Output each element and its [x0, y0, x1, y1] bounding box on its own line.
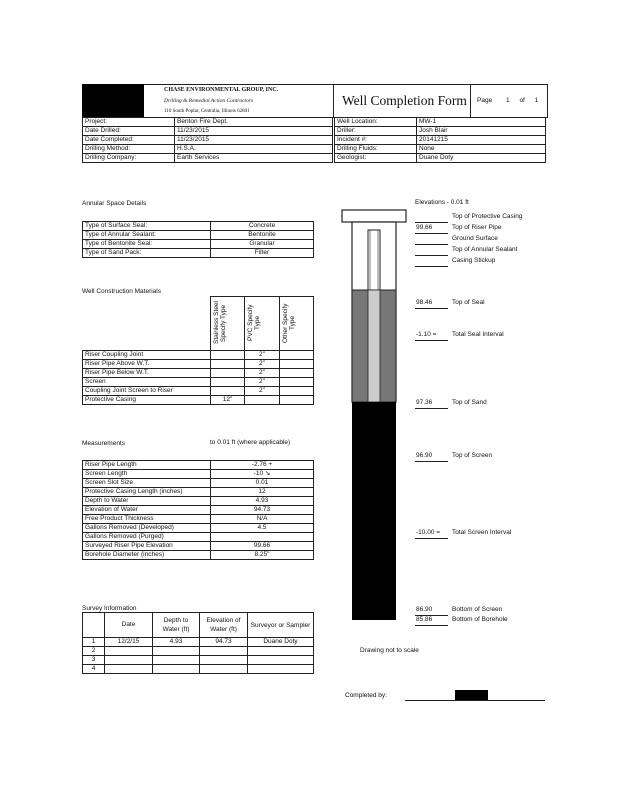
survey-sampler [248, 647, 314, 656]
measurement-label: Gallons Removed (Developed) [83, 524, 211, 533]
info-label: Drilling Method: [83, 145, 175, 154]
survey-elev [200, 665, 248, 674]
elevation-label: Total Screen Interval [452, 529, 512, 536]
survey-row [83, 638, 314, 647]
survey-num: 4 [83, 665, 105, 674]
protective-casing-cap [342, 210, 406, 222]
construction-label: Riser Coupling Joint [83, 351, 211, 360]
annular-label: Type of Sand Pack: [83, 249, 211, 258]
info-row [83, 118, 333, 127]
survey-header-sampler: Surveyor or Sampler [248, 613, 314, 638]
measurement-row [83, 470, 314, 479]
annular-value: Filter [211, 249, 314, 258]
drawing-note: Drawing not to scale [360, 647, 419, 654]
page-number: 1 [506, 97, 510, 104]
info-label: Driller: [335, 127, 417, 136]
survey-sampler: Duane Doty [248, 638, 314, 647]
well-diagram [330, 190, 420, 630]
elevation-value: 97.36 [416, 399, 433, 406]
elevation-underline [415, 625, 448, 626]
page-of-label: of [519, 97, 525, 104]
construction-pvc: 2" [245, 387, 280, 396]
survey-depth [153, 656, 200, 665]
construction-other [280, 351, 314, 360]
construction-ss [211, 369, 245, 378]
measurement-row [83, 524, 314, 533]
construction-other [280, 369, 314, 378]
elevation-label: Top of Protective Casing [452, 213, 523, 220]
info-value: 20141215 [417, 136, 546, 145]
info-value: Duane Doty [417, 154, 546, 163]
measurements-note: to 0.01 ft (where applicable) [210, 439, 291, 446]
elevation-value: 86.90 [416, 606, 433, 613]
measurement-value: 94.73 [211, 506, 314, 515]
elevation-label: Ground Surface [452, 235, 498, 242]
construction-title: Well Construction Materials [82, 288, 161, 295]
page-label: Page [477, 97, 493, 104]
col-header-pvc: PVC Specify Type [247, 304, 261, 342]
info-label: Date Completed: [83, 136, 175, 145]
construction-pvc [245, 396, 280, 405]
measurement-value: 4.93 [211, 497, 314, 506]
survey-header-date: Date [105, 613, 153, 638]
elevation-underline [415, 255, 448, 256]
survey-num: 3 [83, 656, 105, 665]
construction-label: Protective Casing [83, 396, 211, 405]
measurement-value: N/A [211, 515, 314, 524]
elevation-underline [415, 408, 448, 409]
header-divider-2 [470, 84, 471, 117]
construction-pvc: 2" [245, 378, 280, 387]
elevation-value: 98.46 [416, 299, 433, 306]
page-indicator [477, 97, 538, 104]
construction-pvc: 2" [245, 369, 280, 378]
annular-row [83, 249, 314, 258]
construction-other [280, 378, 314, 387]
annular-value: Bentonite [211, 231, 314, 240]
survey-depth: 4.93 [153, 638, 200, 647]
signature-redaction [455, 690, 488, 700]
elevation-value: -10.00 = [416, 529, 441, 536]
survey-depth [153, 665, 200, 674]
elevation-underline [415, 308, 448, 309]
well-info-table [334, 117, 546, 163]
form-title: Well Completion Form [342, 93, 467, 108]
elevation-underline [415, 244, 448, 245]
measurement-value: 0.01 [211, 479, 314, 488]
elevation-underline [415, 266, 448, 267]
measurement-label: Depth to Water [83, 497, 211, 506]
info-value: H.S.A. [175, 145, 333, 154]
measurement-value: -2.76 + [211, 461, 314, 470]
measurement-label: Screen Length [83, 470, 211, 479]
measurement-label: Screen Slot Size [83, 479, 211, 488]
survey-elev [200, 647, 248, 656]
survey-date [105, 665, 153, 674]
completed-by-label: Completed by: [345, 692, 387, 699]
measurement-row [83, 551, 314, 560]
elevation-label: Top of Annular Sealant [452, 246, 518, 253]
construction-ss [211, 351, 245, 360]
info-value: 11/23/2015 [175, 136, 333, 145]
measurement-row [83, 533, 314, 542]
header-divider-1 [333, 84, 334, 117]
elevation-label: Top of Sand [452, 399, 487, 406]
company-name: CHASE ENVIRONMENTAL GROUP, INC. [164, 87, 279, 93]
info-label: Incident #: [335, 136, 417, 145]
construction-label: Riser Pipe Below W.T. [83, 369, 211, 378]
measurement-row [83, 488, 314, 497]
info-row [83, 136, 333, 145]
elevation-label: Casing Stickup [452, 257, 496, 264]
page-total: 1 [534, 97, 539, 104]
construction-pvc: 2" [245, 360, 280, 369]
info-row [83, 154, 333, 163]
measurement-value: 8.25" [211, 551, 314, 560]
survey-depth [153, 647, 200, 656]
measurement-row [83, 506, 314, 515]
info-label: Project: [83, 118, 175, 127]
elevation-value: 85.86 [416, 616, 433, 623]
measurement-label: Borehole Diameter (inches) [83, 551, 211, 560]
construction-row [83, 396, 314, 405]
elevation-underline [415, 222, 448, 223]
survey-elev [200, 656, 248, 665]
info-label: Well Location: [335, 118, 417, 127]
measurement-label: Free Product Thickness [83, 515, 211, 524]
annular-row [83, 240, 314, 249]
info-row [335, 154, 546, 163]
company-logo-block [82, 84, 144, 117]
info-label: Drilling Company: [83, 154, 175, 163]
elevation-label: Top of Screen [452, 452, 493, 459]
survey-date: 12/2/15 [105, 638, 153, 647]
elevation-value: 99.66 [416, 224, 433, 231]
annular-title: Annular Space Details [82, 200, 147, 207]
elevation-value: 96.90 [416, 452, 433, 459]
col-header-stainless: Stainless Steel Specify Type [213, 301, 227, 345]
project-info-table [82, 117, 333, 163]
info-row [83, 145, 333, 154]
info-label: Drilling Fluids: [335, 145, 417, 154]
survey-sampler [248, 665, 314, 674]
elevation-underline [415, 461, 448, 462]
survey-sampler [248, 656, 314, 665]
elevation-label: Bottom of Borehole [452, 616, 508, 623]
elevation-label: Top of Riser Pipe [452, 224, 502, 231]
survey-table [82, 612, 314, 674]
elevation-label: Top of Seal [452, 299, 485, 306]
company-tagline: Drilling & Remedial Action Contractors [164, 98, 254, 104]
construction-row [83, 369, 314, 378]
measurement-value [211, 533, 314, 542]
survey-row [83, 665, 314, 674]
construction-row [83, 360, 314, 369]
annular-row [83, 231, 314, 240]
elevation-label: Total Seal Interval [452, 331, 504, 338]
measurement-row [83, 479, 314, 488]
elevation-underline [415, 340, 448, 341]
survey-elev: 94.73 [200, 638, 248, 647]
info-value: MW-1 [417, 118, 546, 127]
survey-num: 1 [83, 638, 105, 647]
survey-row [83, 656, 314, 665]
measurement-label: Surveyed Riser Pipe Elevation [83, 542, 211, 551]
construction-label: Riser Pipe Above W.T. [83, 360, 211, 369]
info-value: None [417, 145, 546, 154]
riser-in-seal [368, 290, 380, 402]
info-label: Date Drilled: [83, 127, 175, 136]
info-row [335, 145, 546, 154]
measurements-table [82, 460, 314, 560]
construction-other [280, 387, 314, 396]
completed-by-line [405, 700, 545, 701]
construction-col-headers [210, 296, 314, 350]
survey-header-depth: Depth to Water (ft) [153, 613, 200, 638]
info-label: Geologist: [335, 154, 417, 163]
col-header-other: Other Specify Type [282, 303, 296, 343]
construction-label: Screen [83, 378, 211, 387]
sand-pack [352, 402, 396, 620]
measurement-row [83, 461, 314, 470]
info-row [83, 127, 333, 136]
construction-label: Coupling Joint Screen to Riser [83, 387, 211, 396]
annular-label: Type of Annular Sealant: [83, 231, 211, 240]
elevations-title: Elevations - 0.01 ft [415, 199, 469, 206]
annular-label: Type of Bentonite Seal: [83, 240, 211, 249]
measurements-title: Measurements [82, 440, 125, 447]
annular-table [82, 221, 314, 258]
survey-num: 2 [83, 647, 105, 656]
survey-title: Survey Information [82, 605, 137, 612]
measurement-row [83, 515, 314, 524]
info-value: 11/23/2015 [175, 127, 333, 136]
measurement-value: 4.5 [211, 524, 314, 533]
measurement-value: 99.66 [211, 542, 314, 551]
construction-ss [211, 360, 245, 369]
company-address: 110 South Poplar, Centralia, Illinois 62801 [164, 109, 250, 114]
info-value: Earth Services [175, 154, 333, 163]
survey-date [105, 647, 153, 656]
info-value: Benton Fire Dept. [175, 118, 333, 127]
construction-table [82, 350, 314, 405]
info-value: Josh Blair [417, 127, 546, 136]
construction-other [280, 360, 314, 369]
measurement-row [83, 542, 314, 551]
survey-date [105, 656, 153, 665]
measurement-label: Riser Pipe Length [83, 461, 211, 470]
survey-header-elev: Elevation of Water (ft) [200, 613, 248, 638]
survey-row [83, 647, 314, 656]
measurement-label: Gallons Removed (Purged) [83, 533, 211, 542]
construction-ss: 12" [211, 396, 245, 405]
info-row [335, 136, 546, 145]
elevation-value: -1.10 = [416, 331, 437, 338]
annular-value: Concrete [211, 222, 314, 231]
measurement-row [83, 497, 314, 506]
elevation-underline [415, 538, 448, 539]
construction-row [83, 351, 314, 360]
measurement-value: 12 [211, 488, 314, 497]
elevation-underline [415, 233, 448, 234]
construction-ss [211, 387, 245, 396]
elevation-label: Bottom of Screen [452, 606, 503, 613]
annular-value: Granular [211, 240, 314, 249]
annular-row [83, 222, 314, 231]
construction-row [83, 387, 314, 396]
survey-header-num [83, 613, 105, 638]
construction-other [280, 396, 314, 405]
construction-pvc: 2" [245, 351, 280, 360]
measurement-label: Protective Casing Length (inches) [83, 488, 211, 497]
annular-label: Type of Surface Seal: [83, 222, 211, 231]
construction-ss [211, 378, 245, 387]
info-row [335, 127, 546, 136]
measurement-label: Elevation of Water [83, 506, 211, 515]
measurement-value: -10 ↘ [211, 470, 314, 479]
construction-row [83, 378, 314, 387]
info-row [335, 118, 546, 127]
